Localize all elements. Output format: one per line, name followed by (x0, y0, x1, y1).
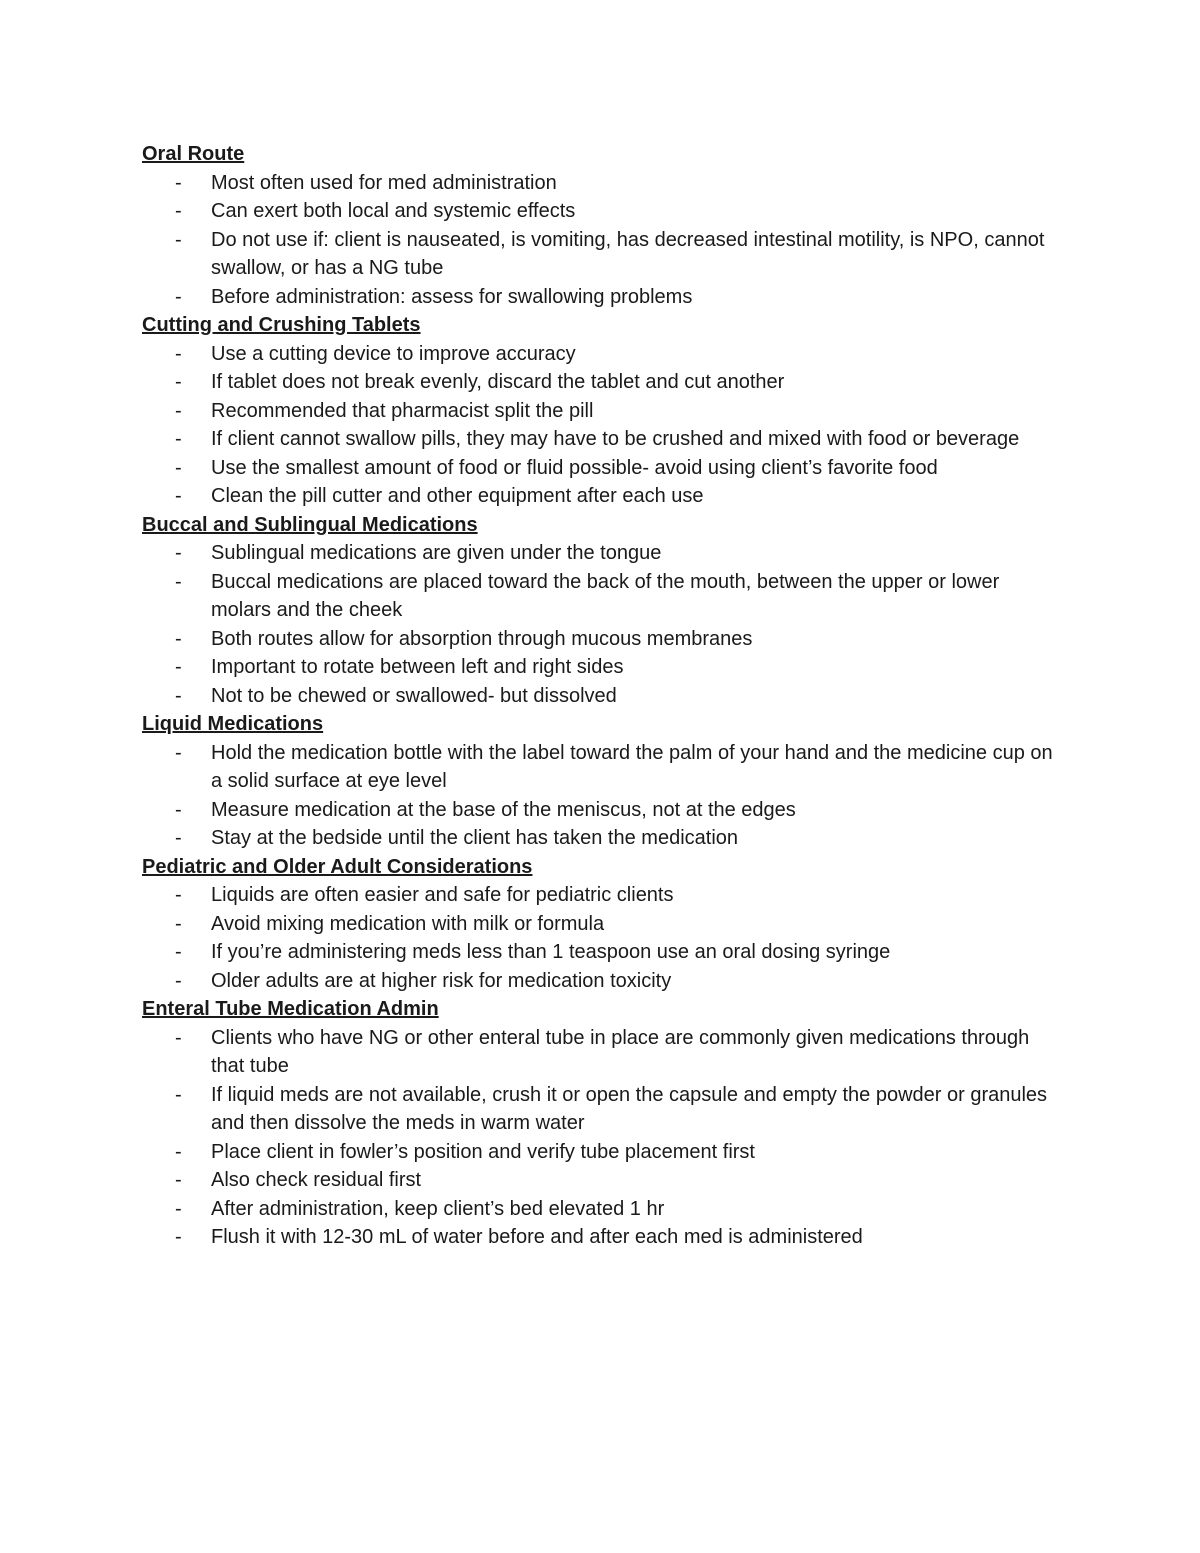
dash-bullet: - (175, 884, 182, 906)
section-enteral-tube (142, 995, 1062, 1252)
list-item-text: Sublingual medications are given under the tongue (211, 542, 662, 564)
list-item-text: Measure medication at the base of the meniscus, not at the edges (211, 798, 796, 821)
dash-bullet: - (175, 228, 182, 251)
list-item (142, 1166, 1062, 1195)
list-item (142, 824, 1062, 853)
list-item-text: Clean the pill cutter and other equipment after each use (211, 485, 704, 507)
document-page (142, 140, 1062, 1252)
section-heading: Liquid Medications (142, 713, 324, 735)
list-item (142, 397, 1062, 426)
dash-bullet: - (175, 627, 182, 650)
dash-bullet: - (175, 684, 182, 707)
list-item (142, 226, 1062, 283)
dash-bullet: - (175, 941, 182, 963)
list-item-text: Liquids are often easier and safe for pediatric clients (211, 884, 674, 906)
list-item-text: Also check residual first (211, 1169, 422, 1191)
list-item-text: If liquid meds are not available, crush it or open the capsule and empty the powder or granules and then dissolve the meds in warm water (211, 1083, 1048, 1134)
section-oral-route (142, 140, 1062, 311)
dash-bullet: - (175, 399, 182, 422)
list-item-text: Place client in fowler’s position and verify tube placement first (211, 1140, 755, 1163)
dash-bullet: - (175, 171, 182, 194)
dash-bullet: - (175, 285, 182, 308)
list-item-text: Use a cutting device to improve accuracy (211, 342, 576, 365)
list-item (142, 1081, 1062, 1138)
bullet-list (142, 739, 1062, 853)
list-item (142, 454, 1062, 483)
list-item-text: Avoid mixing medication with milk or formula (211, 912, 605, 935)
list-item (142, 739, 1062, 796)
bullet-list (142, 340, 1062, 511)
dash-bullet: - (175, 1083, 182, 1106)
dash-bullet: - (175, 542, 182, 564)
list-item (142, 1195, 1062, 1224)
list-item-text: Important to rotate between left and right sides (211, 656, 624, 678)
dash-bullet: - (175, 371, 182, 393)
bullet-list (142, 1024, 1062, 1252)
list-item (142, 1024, 1062, 1081)
list-item (142, 967, 1062, 996)
list-item (142, 910, 1062, 939)
dash-bullet: - (175, 1226, 182, 1248)
dash-bullet: - (175, 798, 182, 821)
bullet-list (142, 539, 1062, 710)
list-item-text: Older adults are at higher risk for medication toxicity (211, 969, 672, 992)
list-item (142, 1138, 1062, 1167)
section-pediatric-older-adult (142, 853, 1062, 996)
list-item-text: Both routes allow for absorption through mucous membranes (211, 627, 753, 650)
list-item-text: If you’re administering meds less than 1 teaspoon use an oral dosing syringe (211, 941, 891, 963)
list-item-text: Can exert both local and systemic effects (211, 200, 576, 222)
section-heading: Enteral Tube Medication Admin (142, 998, 439, 1020)
list-item (142, 568, 1062, 625)
dash-bullet: - (175, 969, 182, 992)
list-item-text: If client cannot swallow pills, they may have to be crushed and mixed with food or beverage (211, 428, 1020, 450)
bullet-list (142, 881, 1062, 995)
list-item-text: After administration, keep client’s bed elevated 1 hr (211, 1197, 665, 1220)
bullet-list (142, 169, 1062, 312)
list-item-text: If tablet does not break evenly, discard the tablet and cut another (211, 371, 785, 393)
list-item (142, 938, 1062, 967)
dash-bullet: - (175, 1197, 182, 1220)
list-item (142, 169, 1062, 198)
section-heading: Oral Route (142, 143, 245, 165)
list-item (142, 881, 1062, 910)
section-heading: Buccal and Sublingual Medications (142, 513, 478, 536)
dash-bullet: - (175, 741, 182, 764)
section-heading: Cutting and Crushing Tablets (142, 314, 421, 336)
dash-bullet: - (175, 428, 182, 450)
section-liquid-medications (142, 710, 1062, 853)
dash-bullet: - (175, 827, 182, 849)
list-item-text: Before administration: assess for swallowing problems (211, 285, 693, 308)
list-item-text: Stay at the bedside until the client has taken the medication (211, 827, 739, 849)
list-item (142, 482, 1062, 511)
list-item-text: Most often used for med administration (211, 171, 557, 194)
dash-bullet: - (175, 1026, 182, 1049)
list-item (142, 796, 1062, 825)
dash-bullet: - (175, 342, 182, 365)
list-item-text: Flush it with 12-30 mL of water before and after each med is administered (211, 1226, 863, 1248)
list-item (142, 653, 1062, 682)
dash-bullet: - (175, 200, 182, 222)
dash-bullet: - (175, 912, 182, 935)
dash-bullet: - (175, 1169, 182, 1191)
section-heading: Pediatric and Older Adult Considerations (142, 855, 533, 878)
list-item (142, 539, 1062, 568)
dash-bullet: - (175, 485, 182, 507)
list-item (142, 340, 1062, 369)
list-item (142, 283, 1062, 312)
list-item (142, 1223, 1062, 1252)
list-item (142, 425, 1062, 454)
section-buccal-sublingual (142, 511, 1062, 711)
list-item-text: Hold the medication bottle with the label toward the palm of your hand and the medicine cup on a solid surface at eye level (211, 741, 1053, 792)
list-item (142, 197, 1062, 226)
dash-bullet: - (175, 1140, 182, 1163)
list-item (142, 368, 1062, 397)
list-item (142, 625, 1062, 654)
section-cutting-crushing-tablets (142, 311, 1062, 511)
list-item-text: Recommended that pharmacist split the pill (211, 399, 594, 422)
list-item-text: Use the smallest amount of food or fluid possible- avoid using client’s favorite food (211, 456, 938, 479)
dash-bullet: - (175, 456, 182, 479)
list-item (142, 682, 1062, 711)
list-item-text: Not to be chewed or swallowed- but dissolved (211, 684, 617, 707)
dash-bullet: - (175, 656, 182, 678)
list-item-text: Clients who have NG or other enteral tube in place are commonly given medications through that tube (211, 1026, 1030, 1077)
dash-bullet: - (175, 570, 182, 593)
list-item-text: Do not use if: client is nauseated, is vomiting, has decreased intestinal motility, is NPO, cannot swallow, or has a NG tube (211, 228, 1045, 279)
list-item-text: Buccal medications are placed toward the back of the mouth, between the upper or lower molars and the cheek (211, 570, 1000, 621)
